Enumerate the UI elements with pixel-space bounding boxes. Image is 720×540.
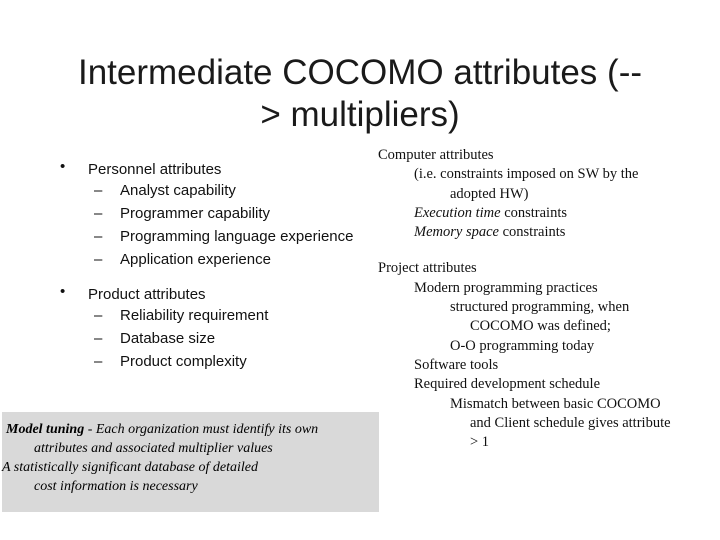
slide-title (40, 52, 680, 136)
mpp-sub-3: O-O programming today (450, 337, 595, 354)
note-line-2: attributes and associated multiplier values (34, 441, 273, 456)
mpp-sub-1: structured programming, when (450, 299, 630, 316)
schedule-sub-1: Mismatch between basic COCOMO (450, 395, 661, 412)
personnel-list (52, 181, 372, 269)
product-list (52, 306, 372, 371)
note-line-4: cost information is necessary (34, 479, 198, 494)
note-line-1: Model tuning - Each organization must identify its own (6, 422, 319, 437)
product-heading: Product attributes (88, 286, 206, 303)
computer-heading: Computer attributes (378, 147, 494, 163)
list-item: – Application experience (94, 251, 271, 268)
tools-line: Software tools (414, 356, 499, 373)
product-block (52, 283, 372, 371)
memory-space-line: Memory space constraints (414, 224, 566, 241)
mpp-sub-2: COCOMO was defined; (470, 318, 611, 335)
list-item: – Reliability requirement (94, 307, 269, 324)
dash-icon: – (94, 182, 103, 199)
schedule-line: Required development schedule (414, 376, 601, 393)
personnel-heading: Personnel attributes (88, 161, 222, 178)
note-line-3: A statistically significant database of detailed (2, 460, 258, 475)
title-line-1: Intermediate COCOMO attributes (-- (77, 53, 643, 92)
bullet-icon: • (60, 158, 66, 175)
left-column (52, 158, 372, 375)
list-item: – Database size (94, 330, 216, 347)
bullet-icon: • (60, 283, 66, 300)
list-item: – Programmer capability (94, 205, 271, 222)
list-item: – Product complexity (94, 353, 247, 370)
personnel-block (52, 158, 372, 269)
title-line-2: > multipliers) (260, 95, 460, 134)
project-heading: Project attributes (378, 260, 477, 277)
list-item: – Analyst capability (94, 182, 236, 199)
computer-line-2: adopted HW) (450, 185, 529, 202)
mpp-line: Modern programming practices (414, 279, 598, 296)
dash-icon: – (94, 307, 103, 324)
dash-icon: – (94, 205, 103, 222)
dash-icon: – (94, 251, 103, 268)
right-column (378, 146, 708, 452)
dash-icon: – (94, 353, 103, 370)
note-bold-lead: Model tuning (6, 422, 85, 437)
exec-time-line: Execution time constraints (414, 204, 568, 221)
list-item: – Programming language experience (94, 228, 354, 245)
model-tuning-note (2, 412, 379, 512)
dash-icon: – (94, 228, 103, 245)
schedule-sub-2: and Client schedule gives attribute (470, 414, 671, 431)
computer-line-1: (i.e. constraints imposed on SW by the (414, 166, 639, 183)
dash-icon: – (94, 330, 103, 347)
schedule-sub-3: > 1 (470, 434, 490, 451)
